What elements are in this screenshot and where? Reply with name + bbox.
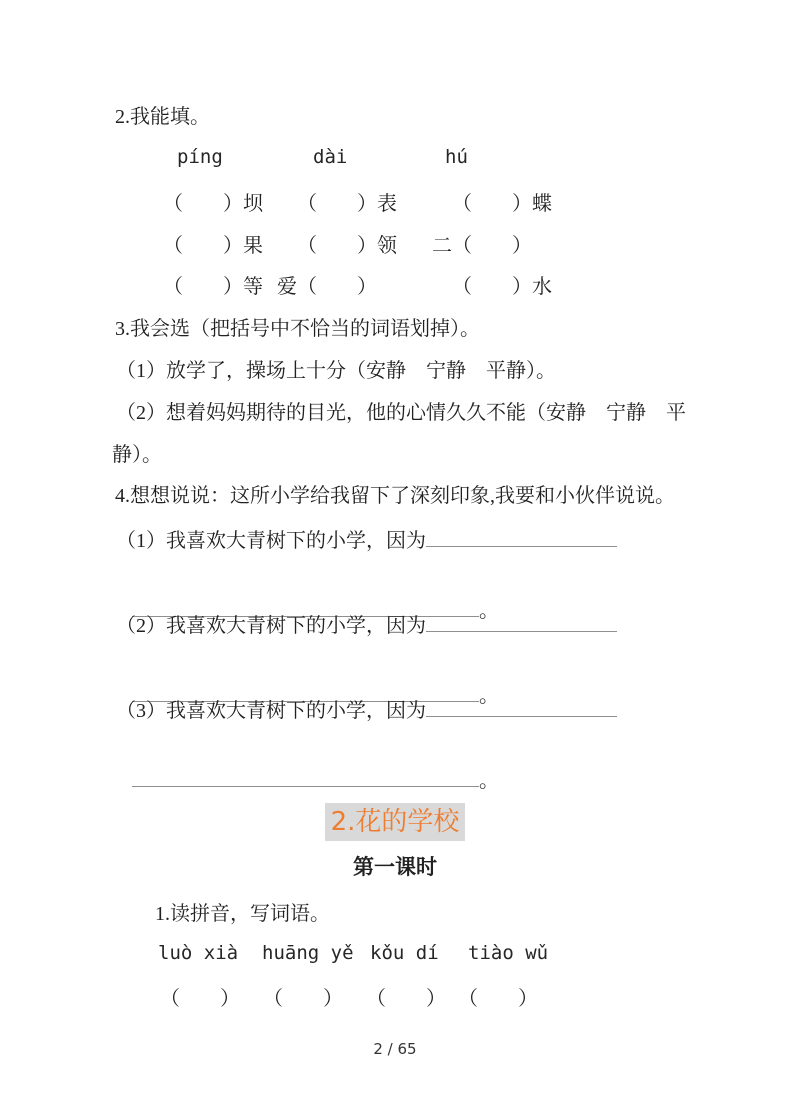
page-number: 2 / 65 — [373, 1040, 417, 1058]
q3-item-2-line-1: （2）想着妈妈期待的目光，他的心情久久不能（安静 宁静 平 — [116, 402, 686, 424]
q4-item-1-text: （1）我喜欢大青树下的小学，因为 — [116, 530, 426, 552]
q2-fill-cell: （ ）水 — [452, 276, 552, 298]
q2-fill-cell: （ ）蝶 — [452, 193, 552, 215]
q3-heading: 3.我会选（把括号中不恰当的词语划掉）。 — [115, 318, 480, 340]
q4-item-2-blank-1 — [426, 609, 617, 632]
q2-fill-cell: （ ）等 — [163, 276, 263, 298]
q2-pinyin-3: hú — [445, 146, 468, 168]
q4-item-3-period: 。 — [479, 770, 499, 792]
q4-heading: 4.想想说说：这所小学给我留下了深刻印象,我要和小伙伴说说。 — [115, 485, 675, 507]
q2-fill-cell: 爱（ ） — [277, 276, 377, 298]
q1-bracket-row — [0, 982, 790, 1012]
q2-fill-cell: （ ）领 — [297, 235, 397, 257]
q2-fill-cell: （ ）表 — [297, 193, 397, 215]
q1-bracket-1: （ ） — [160, 988, 240, 1010]
q2-fill-cell: 二（ ） — [432, 235, 532, 257]
q1-heading: 1.读拼音，写词语。 — [155, 903, 330, 925]
q1-bracket-2: （ ） — [263, 988, 343, 1010]
q2-pinyin-2: dài — [313, 146, 348, 168]
q2-pinyin-row — [0, 146, 790, 176]
q4-item-2-line-1 — [116, 609, 617, 640]
q2-pinyin-1: píng — [177, 146, 223, 168]
q4-item-3-blank-2 — [132, 764, 479, 787]
q4-item-3-blank-1 — [426, 694, 617, 717]
q4-item-3-line-1 — [116, 694, 617, 725]
lesson-title-line — [0, 803, 790, 841]
q1-bracket-3: （ ） — [366, 988, 446, 1010]
q2-fill-cell: （ ）果 — [163, 235, 263, 257]
q2-fill-row-3 — [0, 270, 790, 300]
q4-item-2-text: （2）我喜欢大青树下的小学，因为 — [116, 615, 426, 637]
q4-item-3-text: （3）我喜欢大青树下的小学，因为 — [116, 700, 426, 722]
q1-bracket-4: （ ） — [458, 988, 538, 1010]
q1-pinyin-3: kǒu dí — [370, 942, 439, 964]
lesson-subtitle: 第一课时 — [353, 855, 437, 879]
q2-fill-row-2 — [0, 229, 790, 259]
lesson-title: 2.花的学校 — [325, 803, 466, 841]
q3-item-1: （1）放学了，操场上十分（安静 宁静 平静）。 — [116, 360, 556, 382]
q3-item-2-line-2: 静）。 — [112, 444, 162, 466]
q2-heading: 2.我能填。 — [115, 106, 210, 128]
q4-item-1-line-1 — [116, 524, 617, 555]
q1-pinyin-row — [0, 942, 790, 972]
q2-fill-cell: （ ）坝 — [163, 193, 263, 215]
q2-fill-row-1 — [0, 187, 790, 217]
q4-item-1-period: 。 — [479, 600, 499, 622]
q1-pinyin-1: luò xià — [158, 942, 239, 964]
q4-item-1-blank-1 — [426, 524, 617, 547]
q4-item-2-period: 。 — [479, 685, 499, 707]
q1-pinyin-4: tiào wǔ — [468, 942, 549, 964]
q1-pinyin-2: huāng yě — [262, 942, 354, 964]
